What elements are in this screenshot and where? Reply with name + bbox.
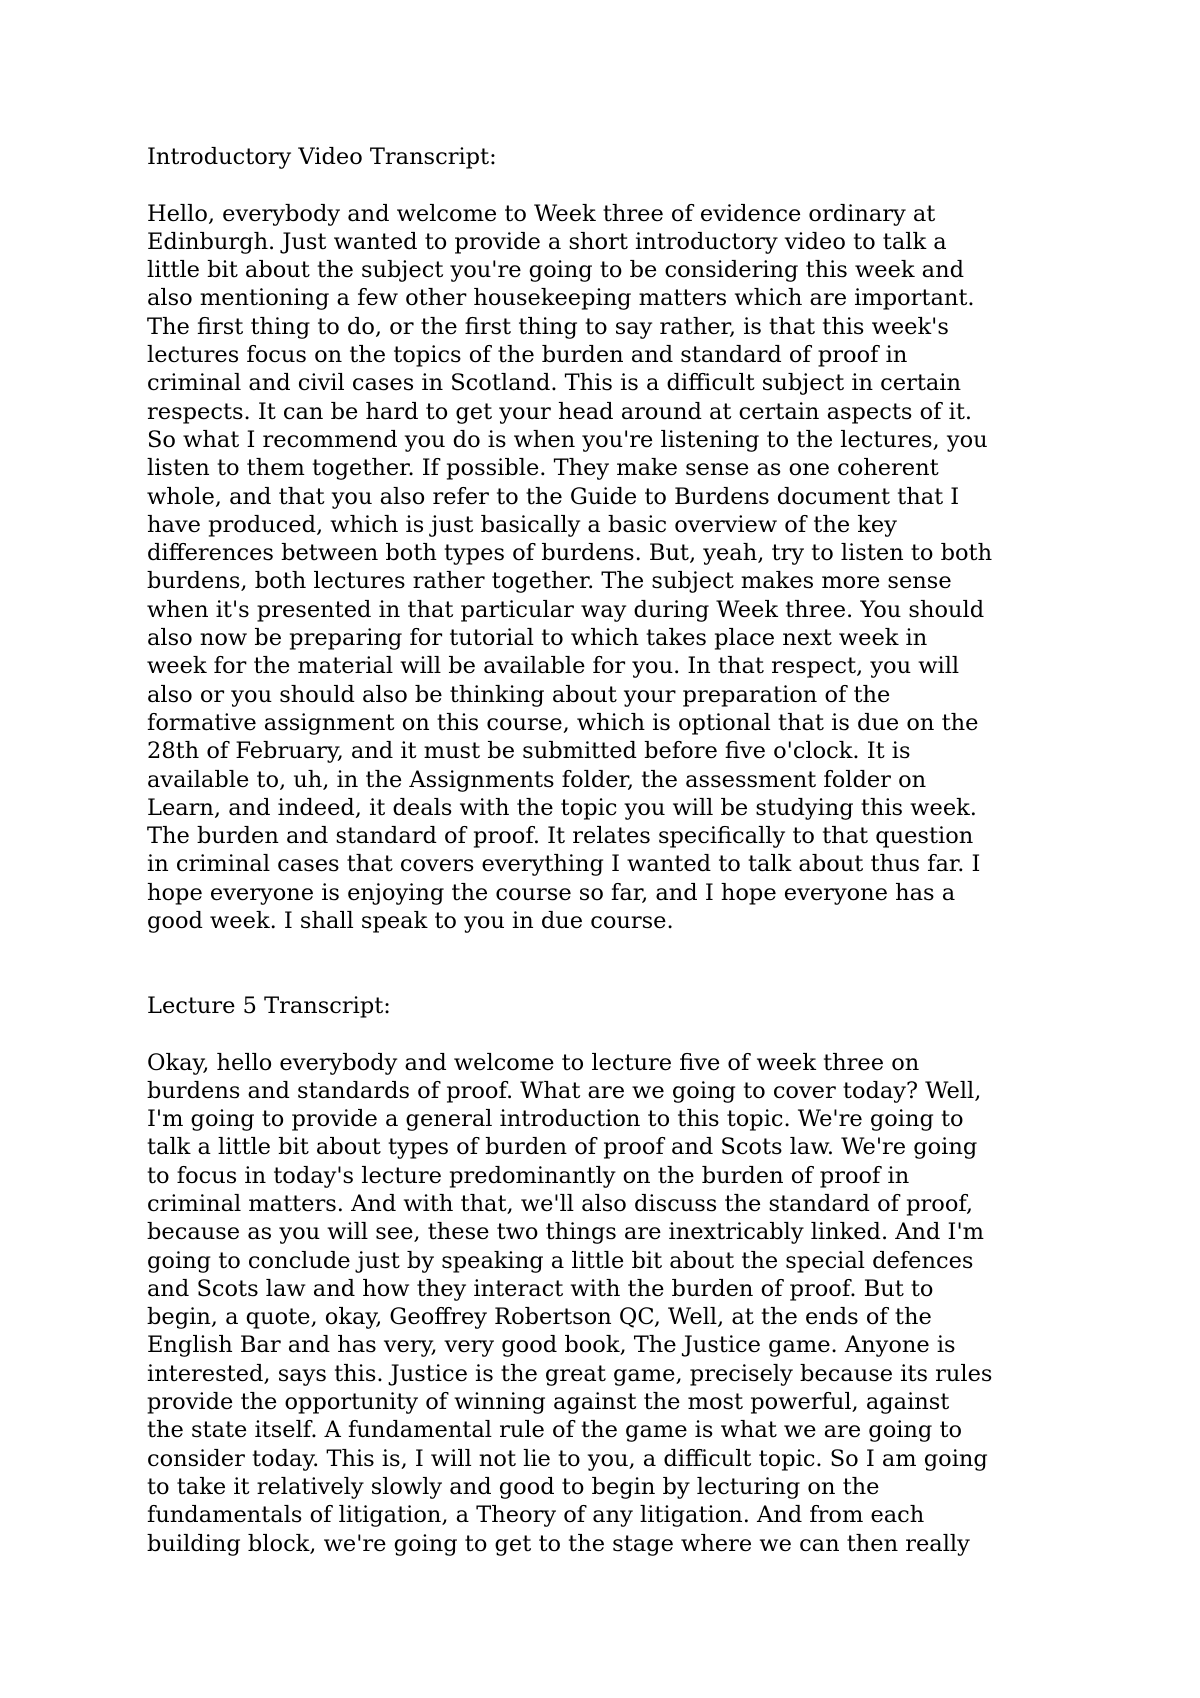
transcript-line: The first thing to do, or the first thing to say rather, is that this week's: [147, 313, 949, 340]
transcript-line: The burden and standard of proof. It relates specifically to that question: [147, 823, 974, 850]
transcript-line: 28th of February, and it must be submitted before five o'clock. It is: [147, 738, 911, 765]
transcript-line: formative assignment on this course, which is optional that is due on the: [147, 709, 979, 736]
transcript-line: in criminal cases that covers everything I wanted to talk about thus far. I: [147, 851, 981, 878]
transcript-line: week for the material will be available for you. In that respect, you will: [147, 653, 960, 680]
transcript-line: talk a little bit about types of burden of proof and Scots law. We're going: [147, 1134, 978, 1161]
transcript-line: Okay, hello everybody and welcome to lecture five of week three on: [147, 1049, 920, 1076]
section-title-lecture-5-transcript: Lecture 5 Transcript:: [147, 992, 391, 1019]
transcript-line: lectures focus on the topics of the burden and standard of proof in: [147, 342, 908, 369]
lecture-5-transcript-paragraph: [147, 1049, 1087, 1558]
transcript-line: to take it relatively slowly and good to begin by lecturing on the: [147, 1473, 880, 1500]
transcript-line: consider today. This is, I will not lie to you, a difficult topic. So I am going: [147, 1445, 988, 1472]
transcript-line: burdens, both lectures rather together. The subject makes more sense: [147, 568, 952, 595]
transcript-line: criminal and civil cases in Scotland. This is a difficult subject in certain: [147, 370, 961, 397]
transcript-line: So what I recommend you do is when you're listening to the lectures, you: [147, 426, 988, 453]
intro-transcript-paragraph: [147, 200, 1087, 936]
spacer: [147, 171, 1087, 199]
document-page: [147, 143, 1087, 1558]
transcript-line: whole, and that you also refer to the Guide to Burdens document that I: [147, 483, 960, 510]
transcript-line: fundamentals of litigation, a Theory of any litigation. And from each: [147, 1502, 925, 1529]
transcript-line: going to conclude just by speaking a little bit about the special defences: [147, 1247, 974, 1274]
transcript-line: good week. I shall speak to you in due course.: [147, 908, 674, 935]
transcript-line: to focus in today's lecture predominantly on the burden of proof in: [147, 1162, 910, 1189]
transcript-line: also now be preparing for tutorial to which takes place next week in: [147, 625, 928, 652]
transcript-line: Learn, and indeed, it deals with the topic you will be studying this week.: [147, 794, 977, 821]
transcript-line: differences between both types of burdens. But, yeah, try to listen to both: [147, 540, 993, 567]
transcript-line: building block, we're going to get to the stage where we can then really: [147, 1530, 970, 1557]
transcript-line: burdens and standards of proof. What are we going to cover today? Well,: [147, 1077, 982, 1104]
transcript-line: interested, says this. Justice is the great game, precisely because its rules: [147, 1360, 993, 1387]
transcript-line: and Scots law and how they interact with the burden of proof. But to: [147, 1275, 934, 1302]
transcript-line: when it's presented in that particular way during Week three. You should: [147, 596, 985, 623]
transcript-line: I'm going to provide a general introduction to this topic. We're going to: [147, 1106, 964, 1133]
transcript-line: have produced, which is just basically a basic overview of the key: [147, 511, 897, 538]
transcript-line: listen to them together. If possible. They make sense as one coherent: [147, 455, 939, 482]
spacer: [147, 1020, 1087, 1048]
transcript-line: respects. It can be hard to get your head around at certain aspects of it.: [147, 398, 973, 425]
transcript-line: criminal matters. And with that, we'll also discuss the standard of proof,: [147, 1190, 974, 1217]
transcript-line: the state itself. A fundamental rule of the game is what we are going to: [147, 1417, 963, 1444]
spacer: [147, 935, 1087, 992]
transcript-line: hope everyone is enjoying the course so far, and I hope everyone has a: [147, 879, 956, 906]
section-title-intro-transcript: Introductory Video Transcript:: [147, 144, 497, 170]
transcript-line: because as you will see, these two things are inextricably linked. And I'm: [147, 1219, 984, 1246]
transcript-line: Hello, everybody and welcome to Week three of evidence ordinary at: [147, 200, 936, 227]
transcript-line: also or you should also be thinking about your preparation of the: [147, 681, 891, 708]
transcript-line: provide the opportunity of winning against the most powerful, against: [147, 1389, 950, 1416]
transcript-line: available to, uh, in the Assignments folder, the assessment folder on: [147, 766, 927, 793]
transcript-line: begin, a quote, okay, Geoffrey Robertson QC, Well, at the ends of the: [147, 1304, 932, 1331]
transcript-line: also mentioning a few other housekeeping matters which are important.: [147, 285, 975, 312]
transcript-line: little bit about the subject you're going to be considering this week and: [147, 257, 964, 284]
transcript-line: English Bar and has very, very good book, The Justice game. Anyone is: [147, 1332, 956, 1359]
transcript-line: Edinburgh. Just wanted to provide a short introductory video to talk a: [147, 228, 947, 255]
